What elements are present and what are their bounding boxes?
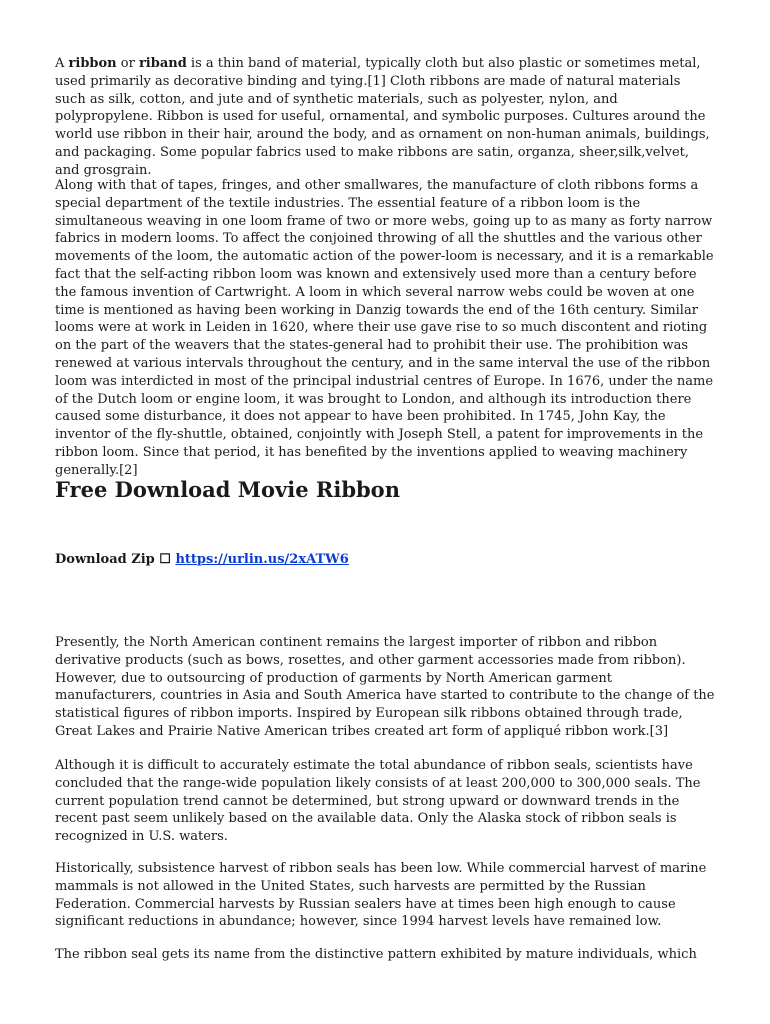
loom-history-paragraph: Along with that of tapes, fringes, and other smallwares, the manufacture of cloth ribbons forms a special department of the textile industries. The essential feature of a ribbon loom is the simultaneous weaving in one loom frame of two or more webs, going up to as many as forty narrow fabrics in modern looms. To affect the conjoined throwing of all the shuttles and the various other movements of the loom, the automatic action of the power-loom is necessary, and it is a remarkable fact that the self-acting ribbon loom was known and extensively used more than a century before the famous invention of Cartwright. A loom in which several narrow webs could be woven at one time is mentioned as having been working in Danzig towards the end of the 16th century. Similar looms were at work in Leiden in 1620, where their use gave rise to so much discontent and rioting on the part of the weavers that the states-general had to prohibit their use. The prohibition was renewed at various intervals throughout the century, and in the same interval the use of the ribbon loom was interdicted in most of the principal industrial centres of Europe. In 1676, under the name of the Dutch loom or engine loom, it was brought to London, and although its introduction there caused some disturbance, it does not appear to have been prohibited. In 1745, John Kay, the inventor of the fly-shuttle, obtained, conjointly with Joseph Stell, a patent for improvements in the ribbon loom. Since that period, it has benefited by the inventions applied to weaving machinery generally.[2] [55, 178, 714, 478]
page-heading: Free Download Movie Ribbon [55, 477, 400, 502]
seal-population-paragraph: Although it is difficult to accurately estimate the total abundance of ribbon seals, scientists have concluded that the range-wide population likely consists of at least 200,000 to 300,000 seals. The current population trend cannot be determined, but strong upward or downward trends in the recent past seem unlikely based on the available data. Only the Alaska stock of ribbon seals is recognized in U.S. waters. [55, 758, 701, 845]
seal-name-paragraph: The ribbon seal gets its name from the distinctive pattern exhibited by mature individuals, which [55, 947, 697, 962]
intro-or: or [116, 56, 139, 71]
intro-article: A [55, 56, 69, 71]
download-link[interactable]: https://urlin.us/2xATW6 [175, 552, 349, 567]
intro-paragraph [55, 55, 715, 180]
term-riband: riband [138, 56, 187, 71]
term-ribbon: ribbon [68, 56, 117, 71]
seal-harvest-paragraph: Historically, subsistence harvest of ribbon seals has been low. While commercial harvest of marine mammals is not allowed in the United States, such harvests are permitted by the Russian Federation. Commercial harvests by Russian sealers have at times been high enough to cause significant reductions in abundance; however, since 1994 harvest levels have remained low. [55, 861, 707, 930]
imports-paragraph: Presently, the North American continent remains the largest importer of ribbon and ribbon derivative products (such as bows, rosettes, and other garment accessories made from ribbon). However, due to outsourcing of production of garments by North American garment manufacturers, countries in Asia and South America have started to contribute to the change of the statistical figures of ribbon imports. Inspired by European silk ribbons obtained through trade, Great Lakes and Prairie Native American tribes created art form of appliqué ribbon work.[3] [55, 635, 715, 739]
intro-rest: is a thin band of material, typically cloth but also plastic or sometimes metal, used primarily as decorative binding and tying.[1] Cloth ribbons are made of natural materials such as silk, cotton, and jute and of synthetic materials, such as polyester, nylon, and polypropylene. Ribbon is used for useful, ornamental, and symbolic purposes. Cultures around the world use ribbon in their hair, around the body, and as ornament on non-human animals, buildings, and packaging. Some popular fabrics used to make ribbons are satin, organza, sheer,silk,velvet, and grosgrain. [55, 56, 710, 178]
download-line [55, 551, 349, 569]
download-label: Download Zip ☐ [55, 552, 176, 567]
